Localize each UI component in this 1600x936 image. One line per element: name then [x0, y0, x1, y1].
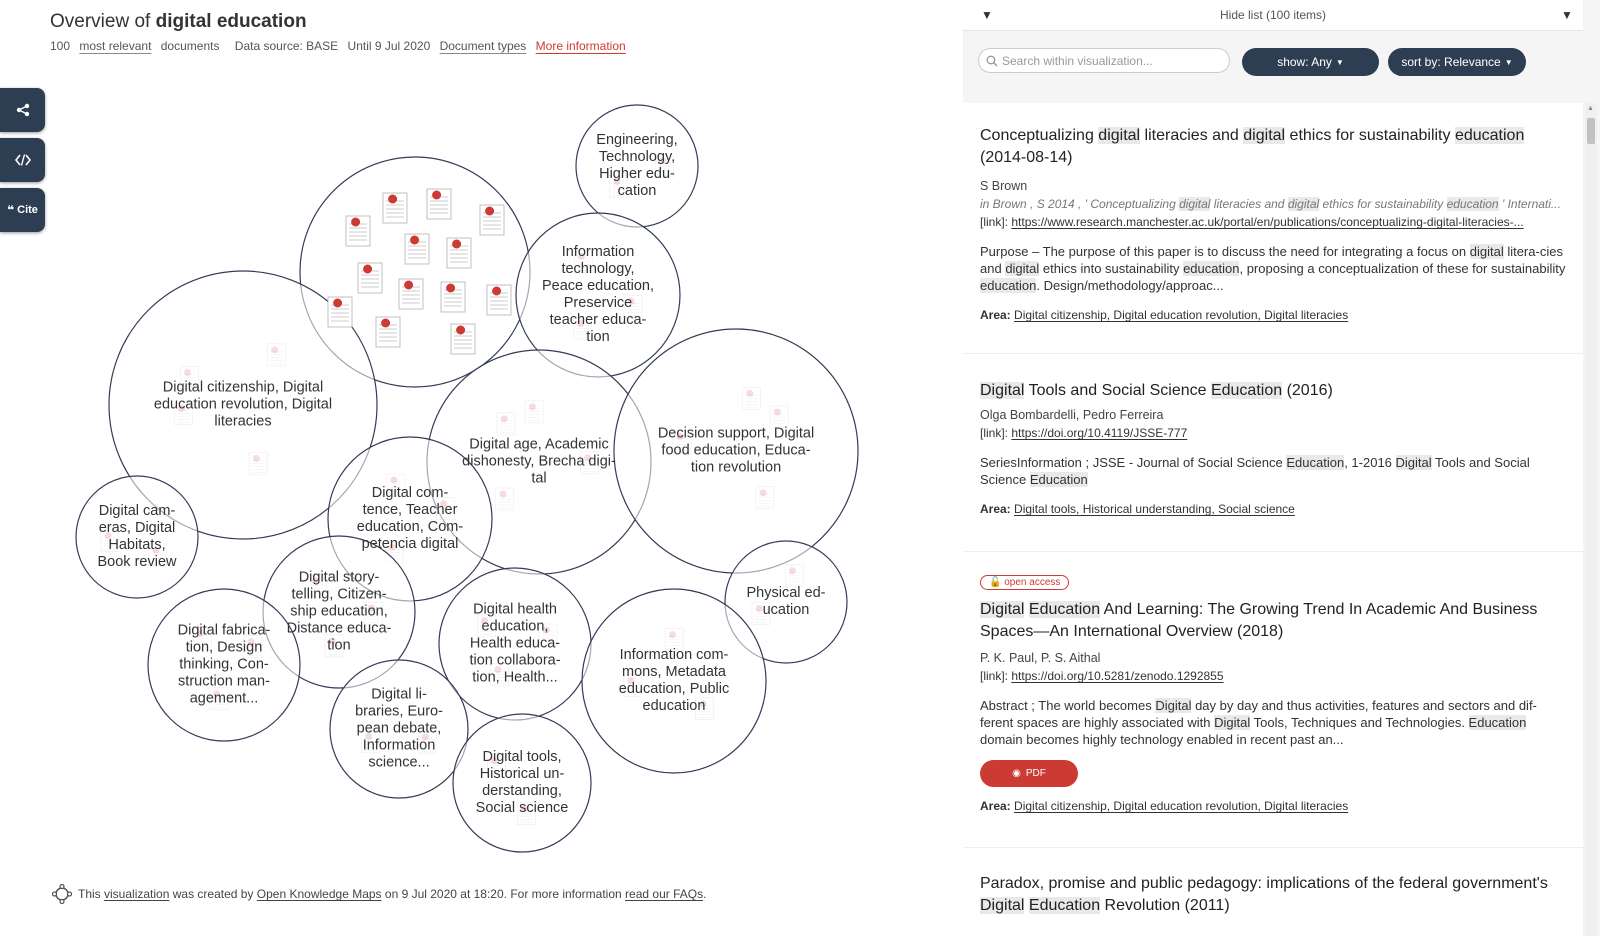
bubble-label-line: agement...: [189, 690, 259, 707]
highlighted-term: Digital: [980, 382, 1025, 399]
list-item[interactable]: [980, 572, 1570, 813]
paper-thumbnail[interactable]: [358, 263, 382, 293]
bubble-label-line: education revolution, Digital: [153, 396, 333, 413]
highlighted-term: Digital: [1214, 715, 1251, 730]
bubble-label-line: Digital story-: [298, 569, 380, 586]
bubble-label-line: Digital fabrica-: [177, 622, 271, 639]
subtitle: [50, 39, 632, 53]
hide-list-label[interactable]: Hide list (100 items): [1219, 8, 1327, 22]
paper-thumbnail[interactable]: [405, 234, 429, 264]
cite-label: Cite: [17, 204, 38, 216]
bubble-label[interactable]: [462, 437, 616, 488]
bubble-label-line: tion, Design: [185, 639, 263, 656]
bubble-label-line: education, Com-: [356, 519, 464, 535]
highlighted-term: education: [980, 278, 1037, 293]
highlighted-term: Education: [1210, 382, 1283, 399]
highlighted-term: Digital: [1395, 455, 1432, 470]
pdf-button[interactable]: [980, 760, 1078, 787]
sort-dropdown[interactable]: [1388, 48, 1526, 76]
highlighted-term: education: [1183, 261, 1240, 276]
bubble-label-line: education: [642, 698, 706, 714]
footer-text-2: was created by: [172, 887, 254, 901]
footer-okm-link[interactable]: Open Knowledge Maps: [256, 887, 382, 901]
bubble-label-line: thinking, Con-: [179, 656, 269, 673]
doc-area-link[interactable]: Digital tools, Historical understanding, Social science: [1014, 502, 1295, 516]
paper-thumbnail[interactable]: [376, 317, 400, 347]
doc-abstract: [980, 697, 1570, 748]
paper-thumbnail[interactable]: [756, 487, 774, 509]
paper-thumbnail[interactable]: [267, 344, 285, 366]
doc-abstract: [980, 243, 1570, 294]
doc-area-link[interactable]: Digital citizenship, Digital education revolution, Digital literacies: [1014, 308, 1349, 322]
doc-abstract: [980, 454, 1570, 488]
search-placeholder: Search within visualization...: [1002, 53, 1153, 68]
paper-thumbnail[interactable]: [525, 401, 543, 423]
okm-logo-icon: [52, 884, 72, 904]
text-fragment: Tools and Social Science: [980, 455, 1530, 487]
bubble-label-line: Digital com-: [371, 485, 449, 501]
bubble-label[interactable]: [476, 749, 569, 817]
knowledge-map: [0, 90, 920, 880]
scrollbar-thumb[interactable]: [1587, 118, 1595, 144]
text-fragment: Tools, Techniques and Technologies.: [1250, 715, 1469, 730]
caret-down-icon: ▼: [1504, 57, 1513, 67]
bubble-label-line: education,: [481, 618, 549, 635]
paper-thumbnail[interactable]: [399, 279, 423, 309]
bubble-label-line: Habitats,: [108, 537, 166, 553]
doc-authors: Olga Bombardelli, Pedro Ferreira: [980, 408, 1164, 422]
text-fragment: literacies and: [1210, 197, 1288, 211]
bubble-label-line: Preservice: [563, 295, 633, 311]
bubble-label-line: ucation: [762, 602, 810, 618]
data-source: Data source: BASE: [234, 39, 339, 53]
area-label: Area:: [980, 799, 1011, 813]
text-fragment: Tools and Social Science: [1024, 382, 1211, 399]
more-information-link[interactable]: More information: [535, 39, 626, 53]
text-fragment: (2014-08-14): [980, 149, 1073, 166]
text-fragment: domain becomes highly technology enabled in recent past an...: [980, 732, 1344, 747]
bubble-label[interactable]: [596, 132, 677, 200]
bubble-label-line: dishonesty, Brecha digi-: [462, 453, 616, 470]
bubble-label-line: tal: [531, 470, 547, 487]
bubble-label-line: Peace education,: [541, 278, 655, 294]
text-fragment: in Brown , S 2014 , ' Conceptualizing: [980, 197, 1180, 211]
bubble-label-line: eras, Digital: [98, 520, 176, 536]
text-fragment: Paradox, promise and public pedagogy: implications of the federal government's: [980, 875, 1548, 892]
highlighted-term: Education: [1028, 601, 1101, 618]
eye-icon: ◉: [1012, 768, 1021, 779]
list-item[interactable]: [980, 125, 1570, 322]
doc-link[interactable]: https://doi.org/10.5281/zenodo.1292855: [1011, 669, 1224, 683]
divider: [963, 353, 1583, 354]
paper-thumbnail[interactable]: [383, 193, 407, 223]
highlighted-term: education: [1454, 127, 1525, 144]
text-fragment: ' Internati...: [1498, 197, 1561, 211]
paper-thumbnail[interactable]: [496, 488, 514, 510]
bubble-label-line: cation: [617, 183, 657, 199]
bubble-label-line: science...: [368, 754, 430, 771]
area-label: Area:: [980, 502, 1011, 516]
bubble-label-line: Engineering,: [596, 132, 678, 148]
search-icon: [986, 55, 998, 67]
doc-link-line: [980, 215, 1570, 229]
search-input[interactable]: [978, 48, 1230, 73]
bubble-label[interactable]: [178, 623, 271, 708]
paper-thumbnail[interactable]: [249, 452, 267, 474]
divider: [963, 847, 1583, 848]
highlighted-term: Education: [1029, 472, 1088, 487]
most-relevant-link[interactable]: most relevant: [79, 39, 152, 53]
title-query: digital education: [155, 11, 307, 32]
doc-title[interactable]: [980, 873, 1570, 917]
bubble-label-line: Digital tools,: [482, 749, 562, 765]
text-fragment: Revolution (2011): [1100, 897, 1230, 914]
highlighted-term: digital: [1469, 244, 1504, 259]
bubble-label-line: Health educa-: [469, 635, 561, 652]
bubble-label-line: struction man-: [178, 673, 270, 690]
bubble-label-line: tion: [327, 637, 351, 654]
doc-published-in: [980, 197, 1570, 211]
bubble-label-line: Decision support, Digital: [657, 425, 815, 442]
doc-area: [980, 799, 1570, 813]
bubble-label-line: petencia digital: [361, 536, 459, 552]
bubble-label-line: tion collabora-: [469, 652, 561, 669]
footer-visualization-link[interactable]: visualization: [104, 887, 170, 901]
footer-text: This: [78, 887, 101, 901]
list-panel: [963, 0, 1600, 936]
bubble-label-line: technology,: [561, 261, 635, 277]
highlighted-term: Education: [1468, 715, 1527, 730]
bubble-label-line: Digital li-: [371, 686, 427, 703]
bubble-label-line: braries, Euro-: [355, 703, 443, 720]
bubble-label-line: Social science: [475, 800, 569, 816]
doc-authors: S Brown: [980, 179, 1028, 193]
footer-faqs-link[interactable]: read our FAQs: [625, 887, 704, 901]
paper-thumbnail[interactable]: [451, 324, 475, 354]
highlighted-term: digital: [1243, 127, 1286, 144]
highlighted-term: Education: [1286, 455, 1345, 470]
doc-link-line: [980, 426, 1570, 440]
highlighted-term: Digital: [980, 897, 1025, 914]
open-access-badge: [980, 575, 1069, 590]
bubble-label[interactable]: [287, 570, 392, 655]
unlock-icon: 🔓: [989, 577, 1002, 588]
link-prefix: [link]:: [980, 669, 1009, 683]
paper-thumbnail[interactable]: [427, 189, 451, 219]
bubble-label-line: Information: [362, 737, 436, 754]
bubble-label-line: Information com-: [619, 647, 729, 663]
quote-icon: ❝: [7, 203, 15, 217]
paper-thumbnail[interactable]: [743, 387, 761, 409]
text-fragment: Abstract ; The world becomes: [980, 698, 1156, 713]
highlighted-term: digital: [1179, 197, 1211, 211]
text-fragment: Purpose – The purpose of this paper is to discuss the need for integrating a focus on: [980, 244, 1470, 259]
bubble-label[interactable]: [469, 602, 560, 687]
highlighted-term: Digital: [1155, 698, 1192, 713]
area-label: Area:: [980, 308, 1011, 322]
bubble-label[interactable]: [658, 426, 814, 477]
text-fragment: literacies and: [1140, 127, 1244, 144]
link-prefix: [link]:: [980, 215, 1009, 229]
list-item[interactable]: [980, 873, 1570, 917]
bubble-label[interactable]: [98, 503, 177, 571]
doc-title[interactable]: [980, 380, 1570, 402]
bubble-label-line: tion, Health...: [472, 669, 558, 686]
page-title: [50, 11, 307, 33]
pdf-label: PDF: [1025, 768, 1046, 779]
document-list: [963, 103, 1583, 936]
collapse-right-icon[interactable]: ▼: [1561, 8, 1573, 22]
bubble-label-line: education, Public: [618, 681, 730, 697]
bubble-label-line: literacies: [214, 413, 272, 430]
sort-label: sort by: Relevance: [1401, 55, 1501, 69]
bubble-label-line: Historical un-: [479, 766, 565, 782]
paper-thumbnail[interactable]: [480, 205, 504, 235]
bubble-label-line: tence, Teacher: [362, 502, 458, 518]
doc-area: [980, 502, 1570, 516]
footer-date: on 9 Jul 2020 at 18:20. For more information: [384, 887, 622, 901]
doc-title[interactable]: [980, 599, 1570, 643]
text-fragment: litera-cies and: [980, 244, 1563, 276]
doc-link[interactable]: https://www.research.manchester.ac.uk/portal/en/publications/conceptualizing-digital-literacies-...: [1011, 215, 1524, 229]
text-fragment: ethics into sustainability: [1039, 261, 1184, 276]
footer-period: .: [703, 887, 707, 901]
bubble-label-line: Higher edu-: [599, 166, 675, 182]
paper-thumbnail[interactable]: [497, 413, 515, 435]
bubble-label[interactable]: [154, 380, 332, 431]
bubble-label[interactable]: [747, 585, 826, 619]
doc-title[interactable]: [980, 125, 1570, 169]
title-prefix: Overview of: [50, 11, 151, 32]
bubble-label-line: mons, Metadata: [622, 664, 726, 680]
text-fragment: day by day and thus activities, features and sectors and dif-ferent spaces are highly associated with: [980, 698, 1537, 730]
paper-thumbnail[interactable]: [447, 238, 471, 268]
collapse-left-icon[interactable]: ▼: [981, 8, 993, 22]
paper-thumbnail[interactable]: [487, 285, 511, 315]
paper-thumbnail[interactable]: [346, 216, 370, 246]
highlighted-term: Education: [1028, 897, 1101, 914]
text-fragment: And Learning: The Growing Trend In Academic And Business Spaces—An International Overview (2018): [980, 601, 1538, 640]
doc-area-link[interactable]: Digital citizenship, Digital education revolution, Digital literacies: [1014, 799, 1349, 813]
highlighted-term: digital: [1098, 127, 1141, 144]
highlighted-term: digital: [1287, 197, 1320, 211]
text-fragment: ethics for sustainability: [1285, 127, 1455, 144]
text-fragment: , proposing a conceptualization of these for sustainability: [1239, 261, 1566, 276]
bubble-label-line: teacher educa-: [549, 312, 647, 328]
timespan: Until 9 Jul 2020: [347, 39, 431, 53]
divider: [963, 551, 1583, 552]
footer: [52, 884, 706, 904]
bubble-label-line: Digital age, Academic: [469, 436, 609, 453]
scroll-up-icon[interactable]: ▲: [1587, 105, 1594, 112]
paper-thumbnail[interactable]: [785, 565, 803, 587]
text-fragment: (2016): [1282, 382, 1333, 399]
bubble-label-line: derstanding,: [482, 783, 562, 799]
bubble-label-line: food education, Educa-: [661, 442, 811, 459]
bubble-label-line: Distance educa-: [286, 620, 392, 637]
bubble-label-line: Information: [561, 244, 635, 260]
bubble-label-line: tion: [586, 329, 610, 345]
bubble-label[interactable]: [357, 485, 463, 553]
highlighted-term: education: [1446, 197, 1499, 211]
bubble-label[interactable]: [355, 687, 443, 772]
bubble-label-line: Digital cam-: [98, 503, 176, 519]
bubble-label-line: ship education,: [290, 603, 388, 620]
text-fragment: SeriesInformation ; JSSE - Journal of Social Science: [980, 455, 1287, 470]
bubble-label-line: Book review: [97, 554, 177, 570]
paper-thumbnail[interactable]: [328, 297, 352, 327]
highlighted-term: Digital: [980, 601, 1025, 618]
list-item[interactable]: [980, 380, 1570, 516]
doc-link[interactable]: https://doi.org/10.4119/JSSE-777: [1011, 426, 1188, 440]
document-types-link[interactable]: Document types: [439, 39, 527, 53]
bubble-label-line: telling, Citizen-: [291, 586, 387, 603]
paper-thumbnail[interactable]: [441, 282, 465, 312]
bubble-label[interactable]: [619, 647, 729, 715]
doc-area: [980, 308, 1570, 322]
bubble-label-line: Digital health: [473, 601, 557, 618]
show-filter-label: show: Any: [1277, 55, 1332, 69]
show-filter-dropdown[interactable]: [1242, 48, 1379, 76]
text-fragment: Conceptualizing: [980, 127, 1099, 144]
bubble-label-line: tion revolution: [690, 459, 782, 476]
text-fragment: . Design/methodology/approac...: [1036, 278, 1224, 293]
hide-list-bar[interactable]: [963, 0, 1583, 31]
bubble-label-line: Digital citizenship, Digital: [162, 379, 324, 396]
doc-link-line: [980, 669, 1570, 683]
text-fragment: , 1-2016: [1344, 455, 1396, 470]
bubble-label[interactable]: [542, 244, 654, 346]
bubble-label-line: Technology,: [598, 149, 676, 165]
scrollbar[interactable]: [1585, 103, 1597, 936]
text-fragment: ethics for sustainability: [1319, 197, 1447, 211]
open-access-label: open access: [1004, 577, 1061, 588]
caret-down-icon: ▼: [1335, 57, 1344, 67]
doc-count: 100 most relevant documents: [50, 39, 220, 53]
highlighted-term: digital: [1005, 261, 1040, 276]
doc-authors: P. K. Paul, P. S. Aithal: [980, 651, 1101, 665]
link-prefix: [link]:: [980, 426, 1009, 440]
bubble-label-line: Physical ed-: [746, 585, 826, 601]
bubble-label-line: pean debate,: [356, 720, 442, 737]
